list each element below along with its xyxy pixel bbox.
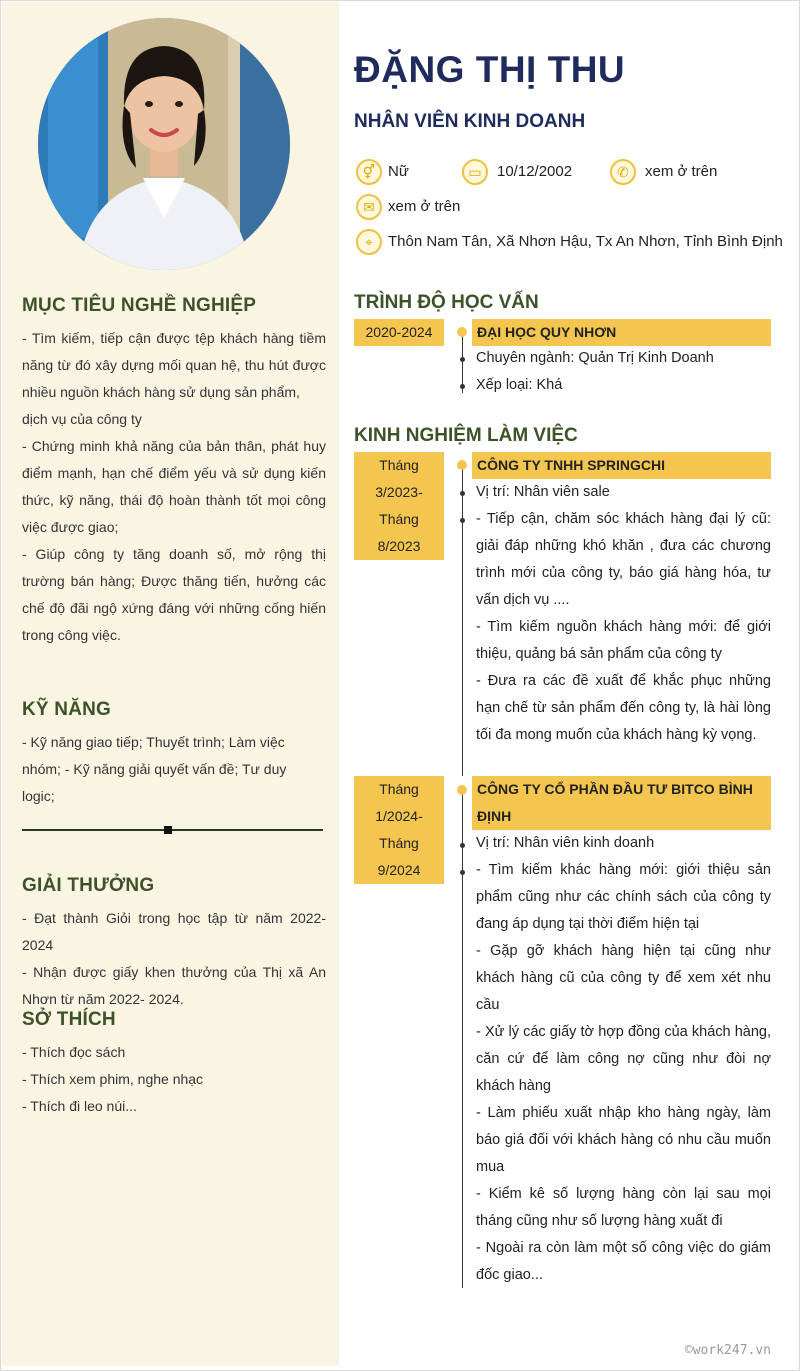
timeline-dot [457, 785, 467, 795]
experience-timeline [462, 464, 463, 776]
job2-date [354, 776, 444, 884]
job-title: NHÂN VIÊN KINH DOANH [354, 111, 586, 132]
avatar [38, 18, 290, 270]
divider-marker [164, 826, 172, 834]
job1-position: Vị trí: Nhân viên sale [476, 484, 610, 500]
education-rank: Xếp loại: Khá [476, 377, 563, 393]
gender-value: Nữ [388, 163, 409, 180]
job1-date [354, 452, 444, 560]
phone-value: xem ở trên [645, 163, 718, 180]
job1-task: - Tìm kiếm nguồn khách hàng mới: để giới thiệu, quảng bá sản phẩm của công ty [476, 619, 771, 662]
hobby-item: - Thích đi leo núi... [22, 1098, 137, 1114]
avatar-photo [38, 18, 290, 270]
objective-line: - Giúp công ty tăng doanh số, mở rộng thị trường bán hàng; Được thăng tiến, hưởng các chế độ đãi ngộ xứng đáng với những cống hiến trong công việc. [22, 546, 326, 643]
timeline-bullet [460, 518, 465, 523]
objective-line: - Chứng minh khả năng của bản thân, phát huy điểm mạnh, hạn chế điểm yếu và sử dụng kiến thức, kỹ năng, thái độ hoàn thành tốt mọi công việc được giao; [22, 438, 326, 535]
experience-timeline [462, 788, 463, 1288]
job2-task: - Kiểm kê số lượng hàng còn lại sau mọi tháng cũng như số lượng hàng xuất đi [476, 1186, 771, 1229]
job2-tasks [476, 857, 771, 1289]
job2-date-line: Tháng [379, 835, 419, 851]
job1-company: CÔNG TY TNHH SPRINGCHI [472, 452, 771, 479]
job1-date-line: Tháng [379, 511, 419, 527]
dob-value: 10/12/2002 [497, 163, 573, 180]
divider [22, 829, 323, 831]
location-icon: ⌖ [356, 229, 382, 255]
skills-text: - Kỹ năng giao tiếp; Thuyết trình; Làm việc nhóm; - Kỹ năng giải quyết vấn đề; Tư duy logic; [22, 734, 287, 804]
gender-icon: ⚥ [356, 159, 382, 185]
email-icon: ✉ [356, 194, 382, 220]
objective-text [22, 325, 326, 649]
job2-task: - Tìm kiếm khác hàng mới: giới thiệu sản phẩm cũng như các chính sách của công ty đang áp dụng tại thời điểm hiện tại [476, 862, 771, 932]
objective-line: - Tìm kiếm, tiếp cận được tệp khách hàng tiềm năng từ đó xây dựng mối quan hệ, thu hút được nhiều nguồn khách hàng sử dụng sản phẩm, [22, 330, 326, 400]
skills-heading: KỸ NĂNG [22, 699, 112, 720]
education-school: ĐẠI HỌC QUY NHƠN [472, 319, 771, 346]
job1-task: - Đưa ra các đề xuất để khắc phục những hạn chế từ sản phẩm đến công ty, là hài lòng tối đa mong muốn của khách hàng kỳ vọng. [476, 673, 771, 743]
timeline-bullet [460, 491, 465, 496]
job2-task: - Xử lý các giấy tờ hợp đồng của khách hàng, căn cứ để làm công nợ cũng như đòi nợ khách hàng [476, 1024, 771, 1094]
job2-position: Vị trí: Nhân viên kinh doanh [476, 835, 655, 851]
birthday-icon: ▭ [462, 159, 488, 185]
objective-heading: MỤC TIÊU NGHỀ NGHIỆP [22, 295, 257, 316]
job1-date-line: 8/2023 [377, 538, 421, 554]
timeline-bullet [460, 384, 465, 389]
objective-line: dịch vụ của công ty [22, 411, 142, 427]
job1-date-line: Tháng [379, 457, 419, 473]
award-item: - Nhận được giấy khen thưởng của Thị xã An Nhơn từ năm 2022- 2024. [22, 964, 326, 1007]
watermark: ©work247.vn [684, 1343, 771, 1358]
address-value: Thôn Nam Tân, Xã Nhơn Hậu, Tx An Nhơn, Tỉnh Bình Định [388, 233, 783, 250]
education-heading: TRÌNH ĐỘ HỌC VẤN [354, 292, 539, 313]
candidate-name: ĐẶNG THỊ THU [354, 49, 626, 90]
job2-company: CÔNG TY CỔ PHẦN ĐẦU TƯ BITCO BÌNH ĐỊNH [472, 776, 771, 830]
hobby-item: - Thích đọc sách [22, 1044, 126, 1060]
email-value: xem ở trên [388, 198, 461, 215]
hobbies-heading: SỞ THÍCH [22, 1009, 116, 1030]
hobby-item: - Thích xem phim, nghe nhạc [22, 1071, 204, 1087]
timeline-dot [457, 460, 467, 470]
award-item: - Đạt thành Giỏi trong học tập từ năm 2022- 2024 [22, 910, 326, 953]
awards-text [22, 905, 326, 1013]
timeline-bullet [460, 870, 465, 875]
job1-tasks [476, 506, 771, 749]
awards-heading: GIẢI THƯỞNG [22, 875, 155, 896]
timeline-bullet [460, 843, 465, 848]
hobbies-text [22, 1039, 326, 1120]
timeline-dot [457, 327, 467, 337]
job1-date-line: 3/2023- [375, 484, 423, 500]
job2-date-line: 1/2024- [375, 808, 423, 824]
job2-task: - Làm phiếu xuất nhập kho hàng ngày, làm báo giá đối với khách hàng có nhu cầu muốn mua [476, 1105, 771, 1175]
job2-date-line: 9/2024 [377, 862, 421, 878]
phone-icon: ✆ [610, 159, 636, 185]
experience-heading: KINH NGHIỆM LÀM VIỆC [354, 425, 578, 446]
job2-date-line: Tháng [379, 781, 419, 797]
job1-task: - Tiếp cận, chăm sóc khách hàng đại lý cũ: giải đáp những khó khăn , đưa các chương trình mới của công ty, báo giá hàng hóa, tư vấn dịch vụ .... [476, 511, 771, 608]
education-major: Chuyên ngành: Quản Trị Kinh Doanh [476, 350, 714, 366]
education-date: 2020-2024 [354, 319, 444, 346]
job2-task: - Ngoài ra còn làm một số công việc do giám đốc giao... [476, 1240, 771, 1283]
job2-task: - Gặp gỡ khách hàng hiện tại cũng như khách hàng cũ của công ty để xem xét nhu cầu [476, 943, 771, 1013]
timeline-bullet [460, 357, 465, 362]
